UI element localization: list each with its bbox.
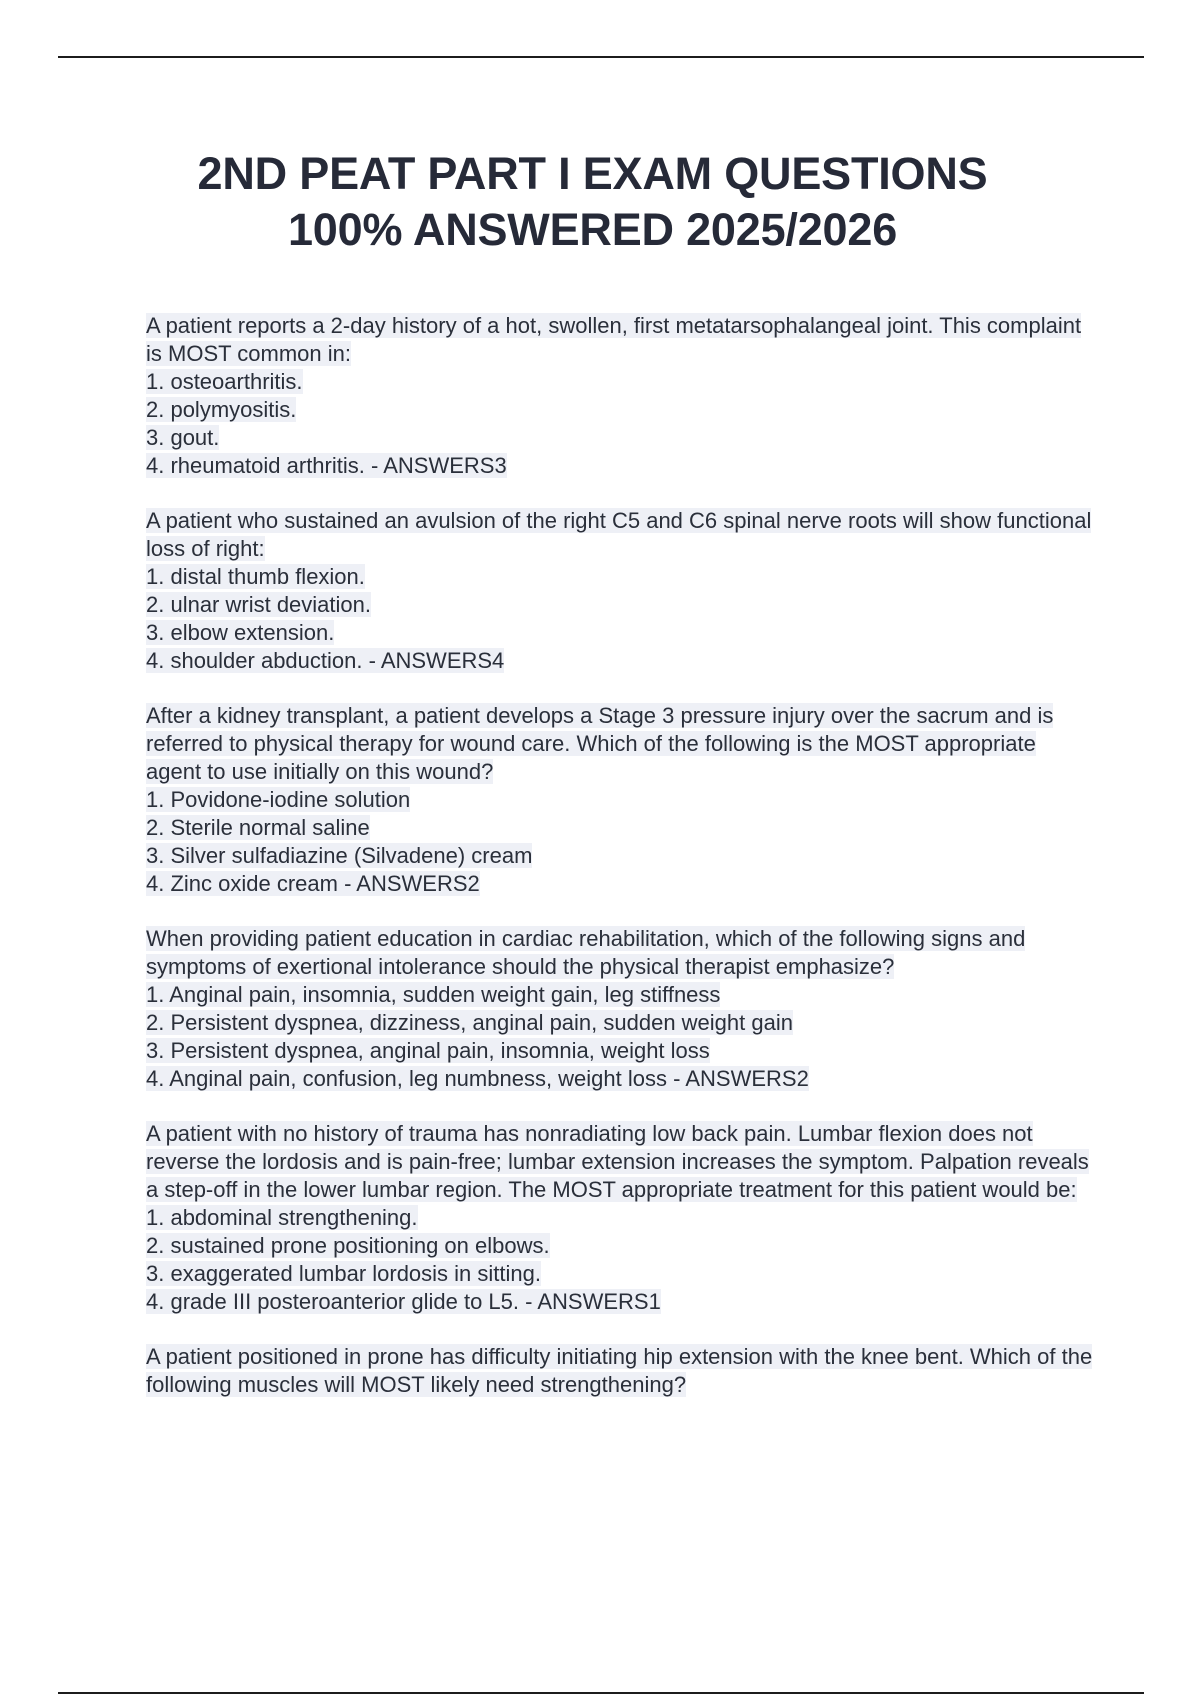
answer-option: 1. Povidone-iodine solution: [146, 787, 411, 812]
question-stem: After a kidney transplant, a patient develops a Stage 3 pressure injury over the sacrum and is referred to physical therapy for wound care. Which of the following is the MOST appropriate agent to use initially on this wound?: [146, 703, 1054, 784]
question-stem: A patient reports a 2-day history of a hot, swollen, first metatarsophalangeal joint. This complaint is MOST common in:: [146, 313, 1082, 366]
header-rule: [58, 56, 1144, 58]
title-line-1: 2ND PEAT PART I EXAM QUESTIONS: [197, 148, 988, 199]
questions-list: [146, 312, 1096, 1426]
question-item: [146, 702, 1096, 898]
question-item: [146, 507, 1096, 675]
footer-rule: [58, 1692, 1144, 1694]
answer-option: 3. Silver sulfadiazine (Silvadene) cream: [146, 843, 533, 868]
answer-option: 3. elbow extension.: [146, 620, 335, 645]
answer-option: 3. gout.: [146, 425, 220, 450]
question-stem: A patient positioned in prone has difficulty initiating hip extension with the knee bent. Which of the following muscles will MOST likely need strengthening?: [146, 1344, 1093, 1397]
title-line-2: 100% ANSWERED 2025/2026: [287, 204, 898, 255]
answer-option: 4. Anginal pain, confusion, leg numbness, weight loss - ANSWERS2: [146, 1066, 809, 1091]
answer-option: 4. rheumatoid arthritis. - ANSWERS3: [146, 453, 507, 478]
question-stem: A patient with no history of trauma has nonradiating low back pain. Lumbar flexion does not reverse the lordosis and is pain-free; lumbar extension increases the symptom. Palpation reveals a step-off in the lower lumbar region. The MOST appropriate treatment for this patient would be:: [146, 1121, 1089, 1202]
answer-option: 2. polymyositis.: [146, 397, 297, 422]
answer-option: 4. grade III posteroanterior glide to L5. - ANSWERS1: [146, 1289, 661, 1314]
document-title: [100, 146, 1085, 258]
question-item: [146, 312, 1096, 480]
answer-option: 1. distal thumb flexion.: [146, 564, 365, 589]
question-item: [146, 1120, 1096, 1316]
question-item: [146, 925, 1096, 1093]
question-item: [146, 1343, 1096, 1399]
question-stem: A patient who sustained an avulsion of the right C5 and C6 spinal nerve roots will show functional loss of right:: [146, 508, 1092, 561]
answer-option: 2. Persistent dyspnea, dizziness, anginal pain, sudden weight gain: [146, 1010, 793, 1035]
question-stem: When providing patient education in cardiac rehabilitation, which of the following signs and symptoms of exertional intolerance should the physical therapist emphasize?: [146, 926, 1026, 979]
answer-option: 4. Zinc oxide cream - ANSWERS2: [146, 871, 480, 896]
answer-option: 3. exaggerated lumbar lordosis in sitting.: [146, 1261, 541, 1286]
answer-option: 4. shoulder abduction. - ANSWERS4: [146, 648, 505, 673]
answer-option: 3. Persistent dyspnea, anginal pain, insomnia, weight loss: [146, 1038, 710, 1063]
answer-option: 2. sustained prone positioning on elbows.: [146, 1233, 550, 1258]
answer-option: 2. ulnar wrist deviation.: [146, 592, 371, 617]
answer-option: 1. abdominal strengthening.: [146, 1205, 418, 1230]
answer-option: 1. Anginal pain, insomnia, sudden weight gain, leg stiffness: [146, 982, 721, 1007]
answer-option: 2. Sterile normal saline: [146, 815, 370, 840]
answer-option: 1. osteoarthritis.: [146, 369, 303, 394]
